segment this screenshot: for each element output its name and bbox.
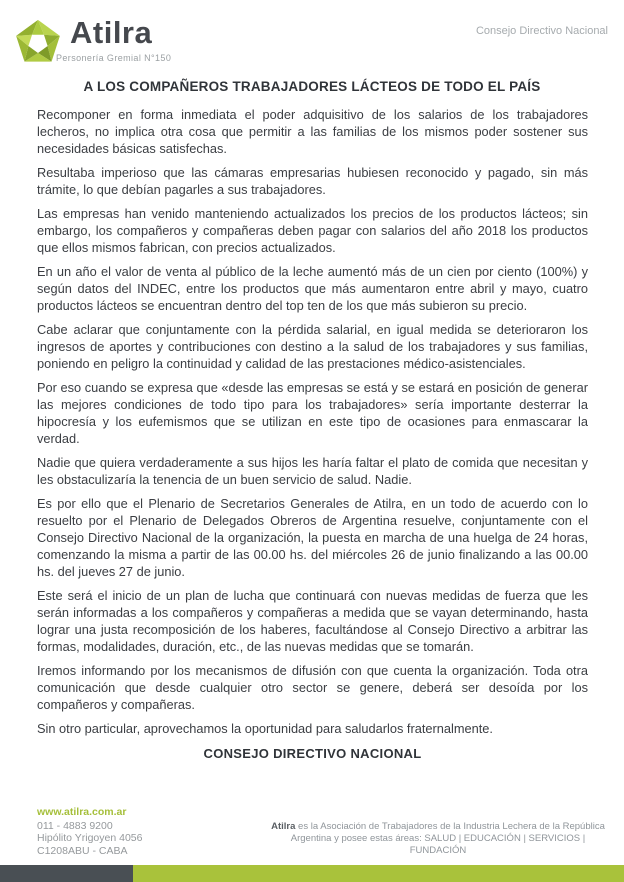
paragraph-9: Este será el inicio de un plan de lucha que continuará con nuevas medidas de fuerza que les serán informadas a los compañeros y compañeras a medida que se vayan determinando, hasta lograr una justa recomposición de los haberes, facultándose al Consejo Directivo a arbitrar las formas, modalidades, duración, etc., de las nuevas medidas que se tomarán. [37,588,588,654]
paragraph-6: Por eso cuando se expresa que «desde las empresas se está y se estará en posición de generar las mejores condiciones de todo tipo para los trabajadores» sería importante desterrar la hipocresía y los eufemismos que se utilizan en este tipo de ocasiones para enmascarar la verdad. [37,380,588,446]
bottom-bar-dark-segment [0,865,133,882]
address-street: Hipólito Yrigoyen 4056 [37,832,143,844]
paragraph-3: Las empresas han venido manteniendo actualizados los precios de los productos lácteos; sin embargo, los compañeros y compañeras deben pagar con salarios del año 2018 los productos que ellos mismos fabrican, con precios actualizados. [37,206,588,255]
brand-name: Atilra [70,15,153,50]
about-description: es la Asociación de Trabajadores de la Industria Lechera de la República Argentina y posee estas áreas: SALUD | EDUCACIÓN | SERVICIOS | FUNDACIÓN [290,821,605,856]
page-footer [37,806,608,857]
atilra-logo [14,15,171,66]
paragraph-1: Recomponer en forma inmediata el poder adquisitivo de los salarios de los trabajadores lecheros, no implica otra cosa que permitir a las familias de los mismos poder sostener sus necesidades básicas satisfechas. [37,107,588,156]
bottom-bar-green-segment [133,865,624,882]
address-city: C1208ABU - CABA [37,844,128,857]
atilra-pentagon-logo-icon [14,18,62,66]
header-consejo-label: Consejo Directivo Nacional [475,25,608,37]
page-title: A LOS COMPAÑEROS TRABAJADORES LÁCTEOS DE TODO EL PAÍS [83,79,541,94]
paragraph-7: Nadie que quiera verdaderamente a sus hijos les haría faltar el plato de comida que necesitan y les obstaculizaría la tenencia de un buen servicio de salud. Nadie. [37,455,588,487]
paragraph-10: Iremos informando por los mecanismos de difusión con que cuenta la organización. Toda otra comunicación que desde cualquier otro sector se genere, deberá ser desoída por los compañeros y compañeras. [37,663,588,712]
paragraph-11: Sin otro particular, aprovechamos la oportunidad para saludarlos fraternalmente. [37,721,493,736]
contact-block [37,806,142,857]
website-link[interactable]: www.atilra.com.ar [37,806,127,818]
paragraph-4: En un año el valor de venta al público de la leche aumentó más de un cien por ciento (100%) y según datos del INDEC, entre los productos que más aumentaron entre abril y mayo, cuatro productos lácteos se encuentran dentro del top ten de los que más subieron su precio. [37,264,588,313]
paragraph-8: Es por ello que el Plenario de Secretarios Generales de Atilra, en un todo de acuerdo con lo resuelto por el Plenario de Delegados Obreros de Argentina resuelve, conjuntamente con el Consejo Directivo Nacional de la organización, la puesta en marcha de una huelga de 24 horas, comenzando la misma a partir de las 00.00 hs. del miércoles 26 de junio finalizando a las 00.00 hs. del jueves 27 de junio. [37,496,588,579]
about-block [268,821,608,857]
signature-consejo-directivo: CONSEJO DIRECTIVO NACIONAL [203,746,422,761]
bottom-color-bar [0,865,624,882]
phone-number: 011 - 4883 9200 [37,819,113,832]
brand-tagline: Personería Gremial N°150 [56,53,172,63]
brand-text [56,15,172,63]
paragraph-5: Cabe aclarar que conjuntamente con la pérdida salarial, en igual medida se deterioraron los ingresos de aportes y contribuciones con destino a la salud de los trabajadores y sus familias, poniendo en peligro la continuidad y calidad de las prestaciones médico-asistenciales. [37,322,588,371]
page-header [0,0,624,66]
document-body [37,106,588,761]
paragraph-2: Resultaba imperioso que las cámaras empresarias hubiesen reconocido y pagado, sin más trámite, lo que debían pagarles a sus trabajadores. [37,165,588,197]
about-brand-name: Atilra [271,821,296,832]
